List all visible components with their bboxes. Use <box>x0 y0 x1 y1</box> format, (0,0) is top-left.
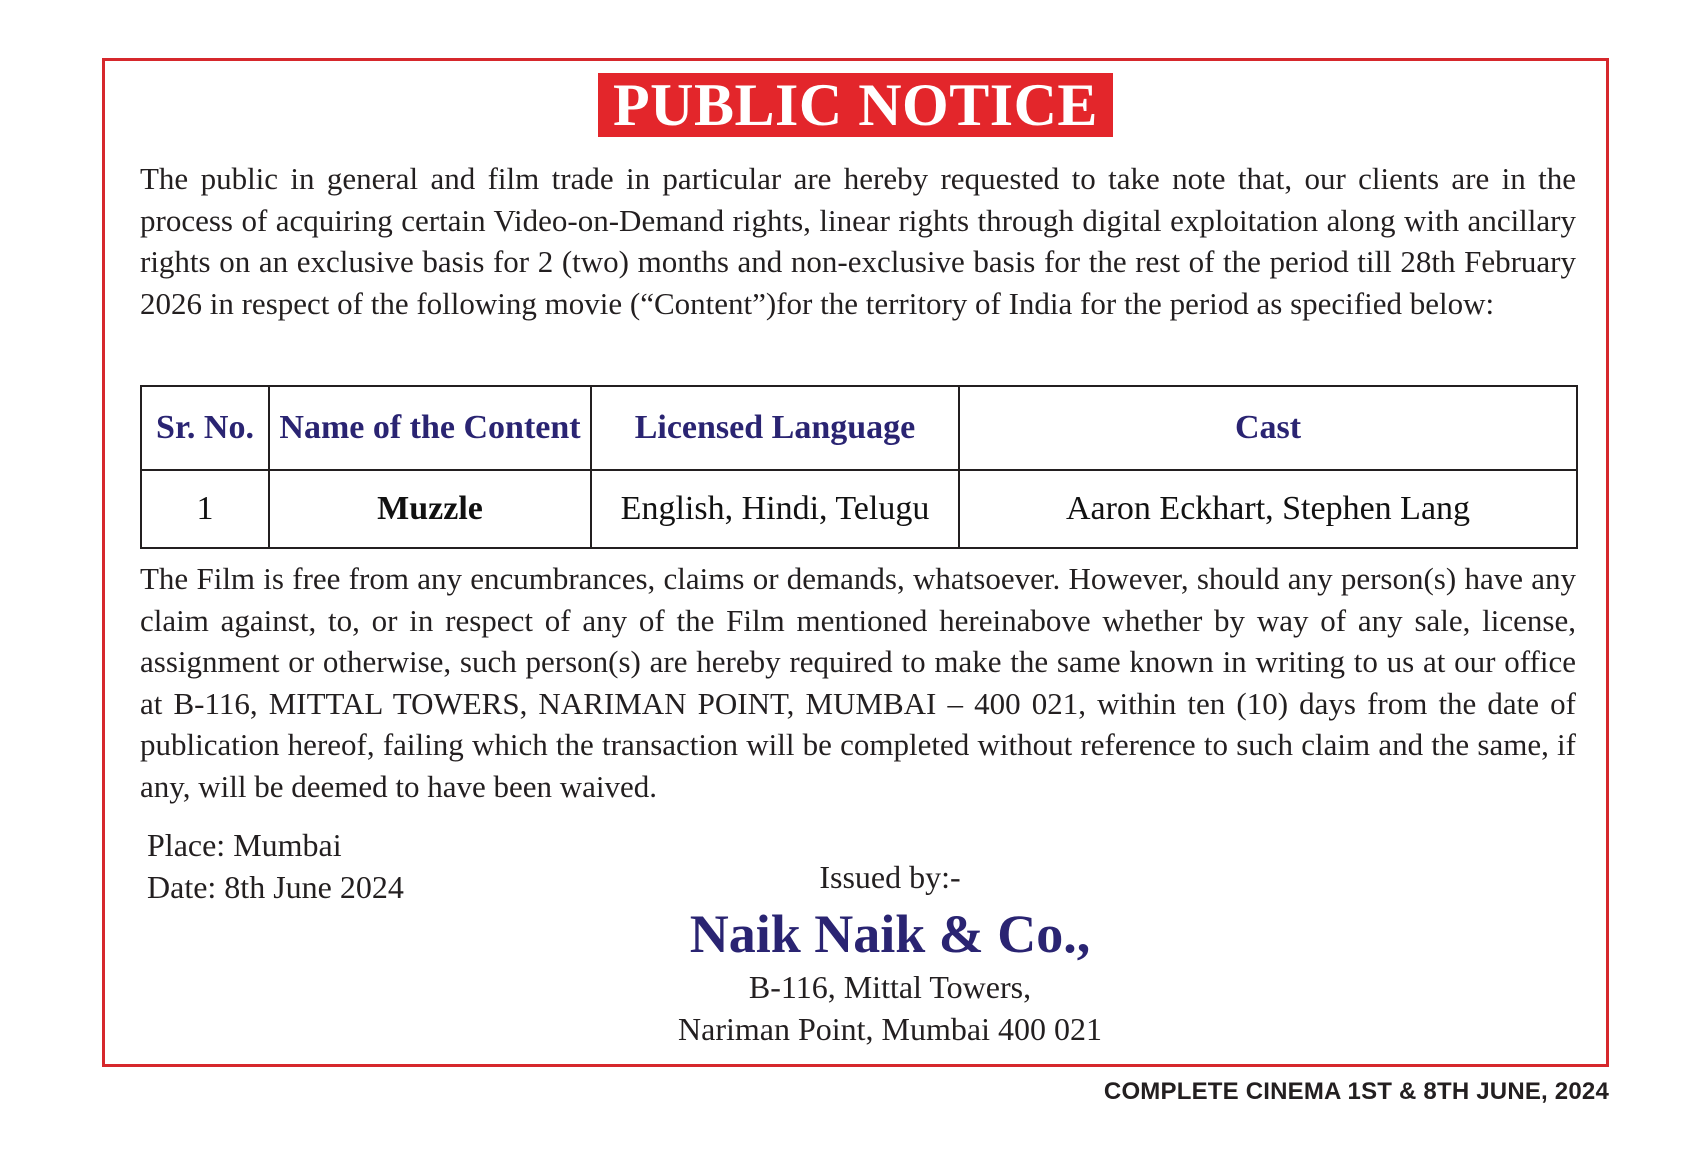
title-wrap <box>105 73 1606 137</box>
header-cast: Cast <box>959 386 1577 470</box>
address-line-1: B-116, Mittal Towers, <box>748 969 1032 1005</box>
cell-cast: Aaron Eckhart, Stephen Lang <box>959 470 1577 548</box>
address-line-2: Nariman Point, Mumbai 400 021 <box>678 1011 1102 1047</box>
notice-title: PUBLIC NOTICE <box>598 73 1113 137</box>
header-licensed-language: Licensed Language <box>591 386 959 470</box>
table-header-row <box>141 386 1577 470</box>
date-line: Date: 8th June 2024 <box>147 869 404 905</box>
intro-paragraph: The public in general and film trade in particular are hereby requested to take note that, our clients are in the process of acquiring certain Video-on-Demand rights, linear rights through digital exploitation along with ancillary rights on an exclusive basis for 2 (two) months and non-exclusive basis for the rest of the period till 28th February 2026 in respect of the following movie (“Content”)for the territory of India for the period as specified below: <box>140 161 1576 321</box>
cell-content-name: Muzzle <box>269 470 591 548</box>
firm-name: Naik Naik & Co., <box>689 904 1091 964</box>
body-paragraph: The Film is free from any encumbrances, claims or demands, whatsoever. However, should any person(s) have any claim against, to, or in respect of any of the Film mentioned hereinabove whether by way of any sale, license, assignment or otherwise, such person(s) are hereby required to make the same known in writing to us at our office at B-116, MITTAL TOWERS, NARIMAN POINT, MUMBAI – 400 021, within ten (10) days from the date of publication hereof, failing which the transaction will be completed without reference to such claim and the same, if any, will be deemed to have been waived. <box>140 561 1576 804</box>
publication-footer: COMPLETE CINEMA 1ST & 8TH JUNE, 2024 <box>1103 1078 1609 1105</box>
cell-sr-no: 1 <box>141 470 269 548</box>
content-table <box>140 385 1578 549</box>
place-line: Place: Mumbai <box>147 827 342 863</box>
issuer-block <box>105 856 1675 1050</box>
cell-licensed-language: English, Hindi, Telugu <box>591 470 959 548</box>
header-content-name: Name of the Content <box>269 386 591 470</box>
notice-frame <box>102 58 1609 1067</box>
table-row <box>141 470 1577 548</box>
issued-by-label: Issued by:- <box>819 859 961 895</box>
header-sr-no: Sr. No. <box>141 386 269 470</box>
